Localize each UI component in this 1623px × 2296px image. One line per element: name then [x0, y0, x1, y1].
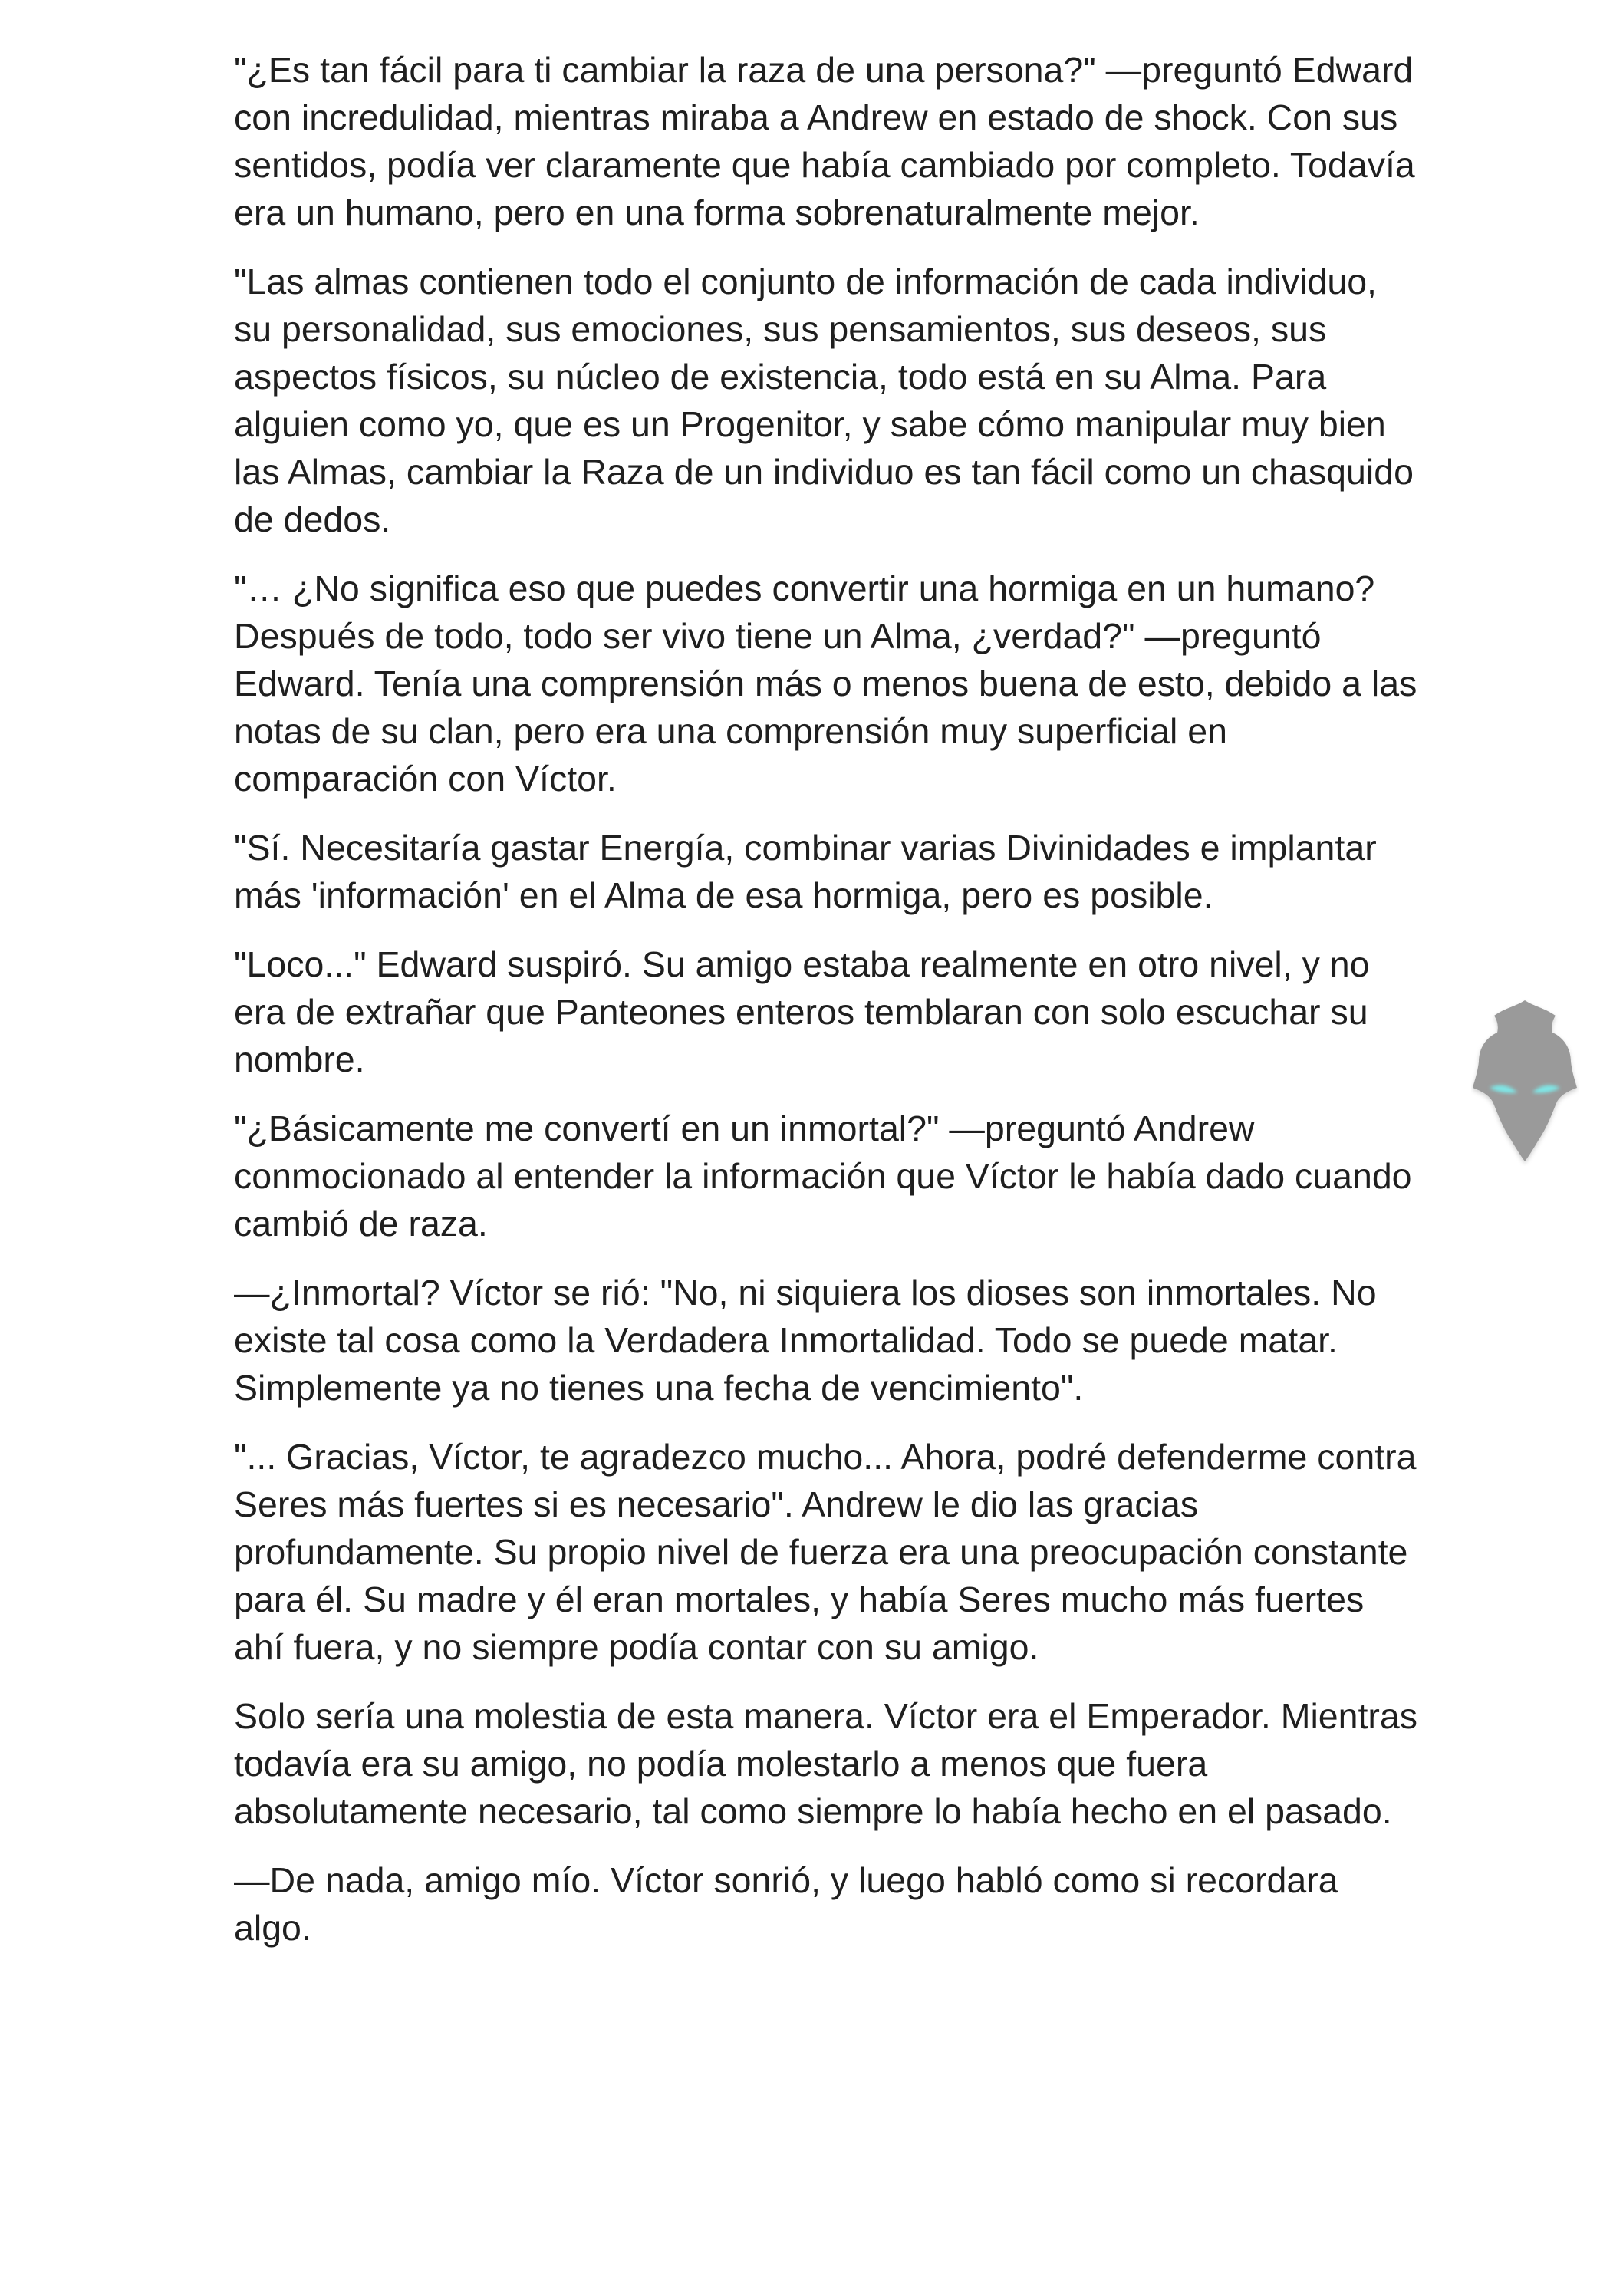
demon-head-icon [1471, 997, 1579, 1166]
paragraph-5: "Loco..." Edward suspiró. Su amigo estaba realmente en otro nivel, y no era de extrañar que Panteones enteros temblaran con solo escuchar su nombre. [234, 944, 1370, 1079]
paragraph-3: "… ¿No significa eso que puedes convertir una hormiga en un humano? Después de todo, todo ser vivo tiene un Alma, ¿verdad?" —preguntó Edward. Tenía una comprensión más o menos buena de esto, debido a las notas de su clan, pero era una comprensión muy superficial en comparación con Víctor. [234, 568, 1417, 799]
paragraph-1: "¿Es tan fácil para ti cambiar la raza de una persona?" —preguntó Edward con incredulidad, mientras miraba a Andrew en estado de shock. Con sus sentidos, podía ver claramente que había cambiado por completo. Todavía era un humano, pero en una forma sobrenaturalmente mejor. [234, 50, 1415, 232]
paragraph-9: Solo sería una molestia de esta manera. Víctor era el Emperador. Mientras todavía era su amigo, no podía molestarlo a menos que fuera absolutamente necesario, tal como siempre lo había hecho en el pasado. [234, 1696, 1418, 1831]
paragraph-6: "¿Básicamente me convertí en un inmortal?" —preguntó Andrew conmocionado al entender la información que Víctor le había dado cuando cambió de raza. [234, 1108, 1412, 1244]
text-column [234, 46, 1419, 1973]
paragraph-2: "Las almas contienen todo el conjunto de información de cada individuo, su personalidad, sus emociones, sus pensamientos, sus deseos, sus aspectos físicos, su núcleo de existencia, todo está en su Alma. Para alguien como yo, que es un Progenitor, y sabe cómo manipular muy bien las Almas, cambiar la Raza de un individuo es tan fácil como un chasquido de dedos. [234, 262, 1414, 539]
paragraph-7: —¿Inmortal? Víctor se rió: "No, ni siquiera los dioses son inmortales. No existe tal cosa como la Verdadera Inmortalidad. Todo se puede matar. Simplemente ya no tienes una fecha de vencimiento". [234, 1273, 1377, 1408]
paragraph-10: —De nada, amigo mío. Víctor sonrió, y luego habló como si recordara algo. [234, 1860, 1338, 1948]
paragraph-4: "Sí. Necesitaría gastar Energía, combinar varias Divinidades e implantar más 'información' en el Alma de esa hormiga, pero es posible. [234, 828, 1377, 915]
paragraph-8: "... Gracias, Víctor, te agradezco mucho... Ahora, podré defenderme contra Seres más fuertes si es necesario". Andrew le dio las gracias profundamente. Su propio nivel de fuerza era una preocupación constante para él. Su madre y él eran mortales, y había Seres mucho más fuertes ahí fuera, y no siempre podía contar con su amigo. [234, 1437, 1417, 1667]
